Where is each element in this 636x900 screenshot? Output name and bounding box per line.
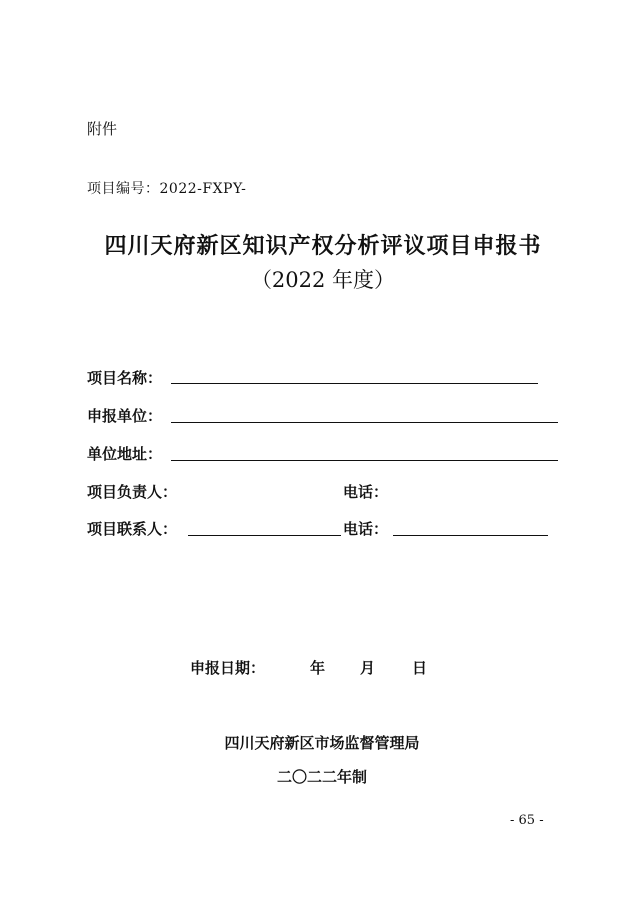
date-day: 日 xyxy=(412,659,428,677)
project-leader-label: 项目负责人： xyxy=(87,483,178,501)
leader-phone-label: 电话： xyxy=(343,483,389,501)
document-year: （2022 年度） xyxy=(250,268,396,292)
project-contact-field[interactable] xyxy=(188,535,341,536)
contact-phone-label: 电话： xyxy=(343,520,389,538)
page-number: - 65 - xyxy=(510,813,544,828)
issuing-organization: 四川天府新区市场监督管理局 xyxy=(224,734,420,752)
date-year: 年 xyxy=(310,659,326,677)
attachment-label: 附件 xyxy=(87,120,118,138)
project-contact-label: 项目联系人： xyxy=(87,520,178,538)
project-number: 项目编号：2022-FXPY- xyxy=(87,181,247,197)
address-label: 单位地址： xyxy=(87,445,163,463)
project-name-field[interactable] xyxy=(171,383,538,384)
project-name-label: 项目名称： xyxy=(87,369,163,387)
applicant-label: 申报单位： xyxy=(87,407,163,425)
applicant-field[interactable] xyxy=(171,422,558,423)
address-field[interactable] xyxy=(171,460,558,461)
application-date-label: 申报日期： xyxy=(190,659,266,677)
date-month: 月 xyxy=(360,659,376,677)
document-title: 四川天府新区知识产权分析评议项目申报书 xyxy=(104,233,542,259)
contact-phone-field[interactable] xyxy=(393,535,548,536)
made-by-year: 二〇二二年制 xyxy=(276,768,367,786)
